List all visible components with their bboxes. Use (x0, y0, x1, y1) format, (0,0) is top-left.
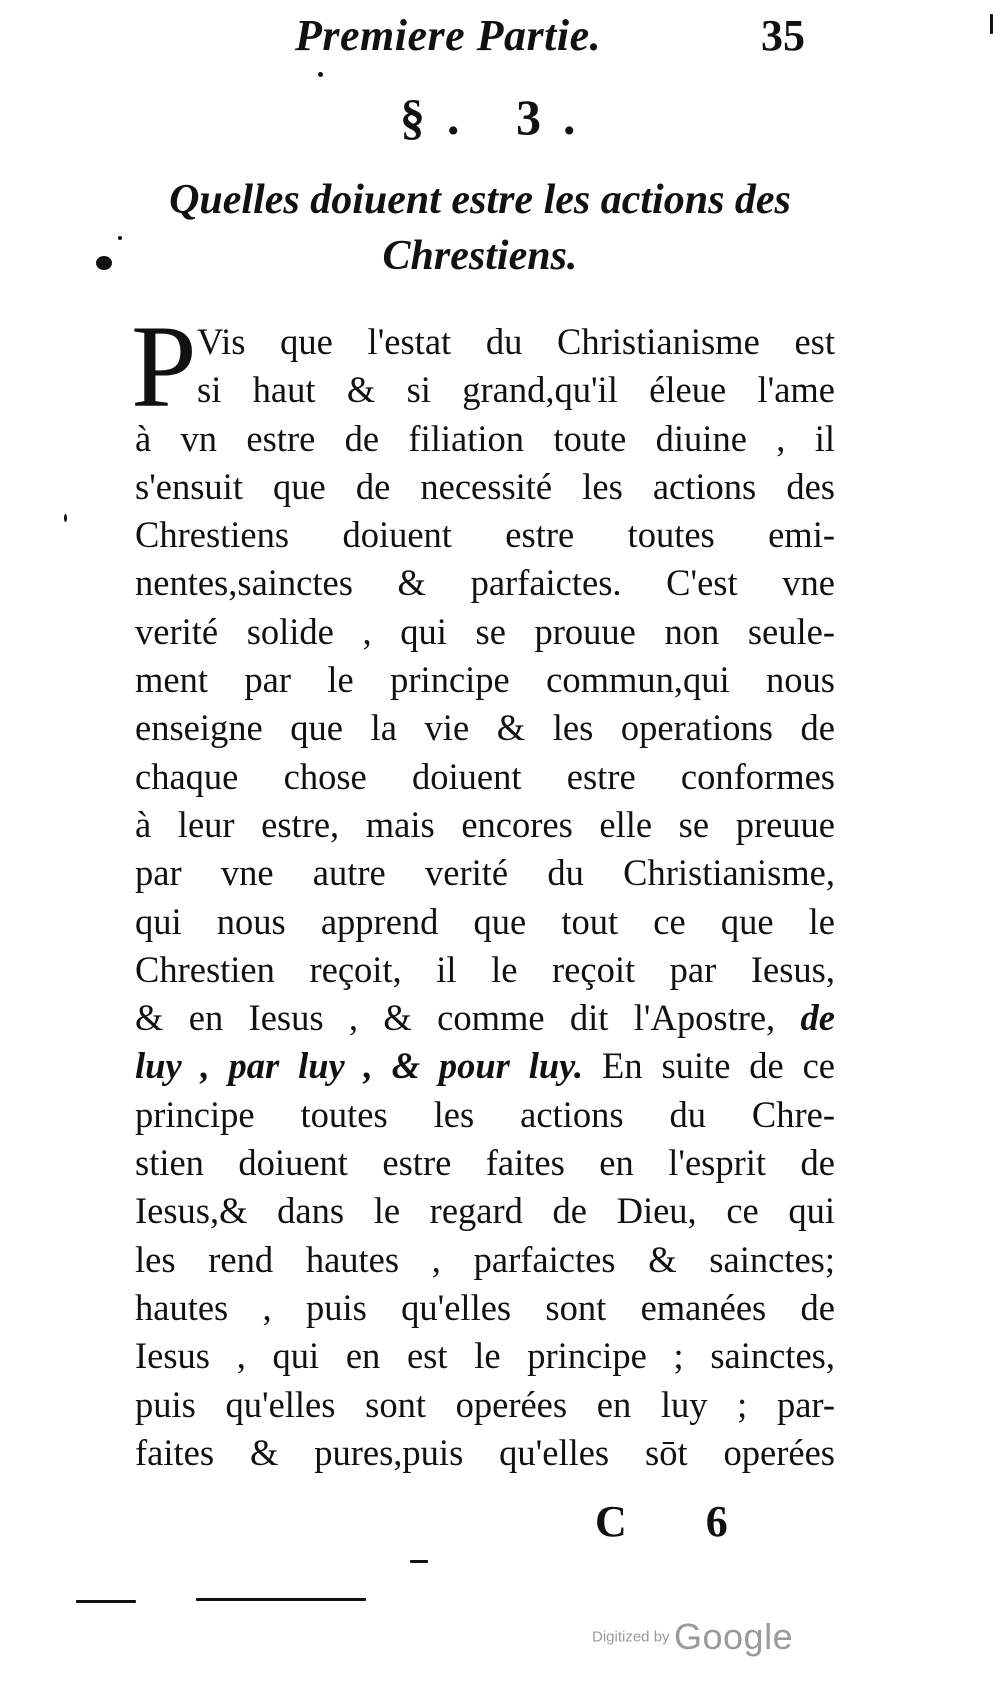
text-line: chaque chose doiuent estre conformes (135, 755, 835, 797)
text-line: principe toutes les actions du Chre- (135, 1093, 835, 1135)
text-run: En suite de ce (602, 1045, 836, 1087)
text-line: les rend hautes , parfaictes & sainctes; (135, 1238, 835, 1280)
page-number: 35 (761, 11, 805, 60)
text-line: puis qu'elles sont operées en luy ; par- (135, 1383, 835, 1425)
ink-speck (990, 14, 993, 34)
running-head-title: Premiere Partie. (295, 11, 602, 60)
text-line: Chrestien reçoit, il le reçoit par Iesus, (135, 948, 835, 990)
text-line: faites & pures,puis qu'elles sōt operées (135, 1431, 835, 1473)
text-line: Iesus , qui en est le principe ; sainctes, (135, 1335, 835, 1377)
ink-speck (64, 514, 67, 522)
chapter-heading (120, 172, 840, 284)
text-line: Vis que l'estat du Christianisme est (197, 321, 835, 362)
text-line: verité solide , qui se prouue non seule- (135, 610, 835, 652)
watermark-prefix: Digitized by (592, 1628, 670, 1646)
text-line: si haut & si grand,qu'il éleue l'ame (197, 369, 835, 411)
running-head (295, 10, 805, 70)
ink-speck (318, 72, 323, 77)
text-line: qui nous apprend que tout ce que le (135, 900, 835, 942)
ink-speck (118, 236, 122, 240)
heading-line-2: Chrestiens. (382, 233, 578, 279)
text-line: s'ensuit que de necessité les actions des (135, 465, 835, 507)
text-line: Iesus,& dans le regard de Dieu, ce qui (135, 1190, 835, 1232)
text-line (135, 994, 835, 1042)
watermark-brand: Google (674, 1616, 794, 1657)
digitized-watermark (592, 1616, 793, 1658)
text-line: hautes , puis qu'elles sont emanées de (135, 1286, 835, 1328)
ink-speck (76, 1600, 136, 1603)
text-line: à vn estre de filiation toute diuine , il (135, 417, 835, 459)
section-mark: §. 3. (400, 89, 598, 145)
ink-speck (410, 1560, 428, 1563)
text-line (135, 1042, 835, 1090)
text-line: enseigne que la vie & les operations de (135, 707, 835, 749)
scripture-citation-a: de (800, 997, 835, 1039)
ink-speck (96, 256, 112, 270)
text-line: Chrestiens doiuent estre toutes emi- (135, 514, 835, 556)
ink-speck (196, 1598, 366, 1601)
text-run: & en Iesus , & comme dit l'Apostre, (135, 997, 776, 1039)
heading-line-1: Quelles doiuent estre les actions des (169, 177, 791, 223)
text-line: à leur estre, mais encores elle se preuue (135, 803, 835, 845)
text-line: par vne autre verité du Christianisme, (135, 852, 835, 894)
signature-mark: C 6 (595, 1497, 762, 1546)
text-line: nentes,sainctes & parfaictes. C'est vne (135, 562, 835, 604)
text-line: stien doiuent estre faites en l'esprit de (135, 1142, 835, 1184)
body-text (131, 301, 836, 1477)
scripture-citation-b: luy , par luy , & pour luy. (135, 1045, 584, 1087)
drop-cap: P (131, 301, 197, 432)
text-line: ment par le principe commun,qui nous (135, 659, 835, 701)
